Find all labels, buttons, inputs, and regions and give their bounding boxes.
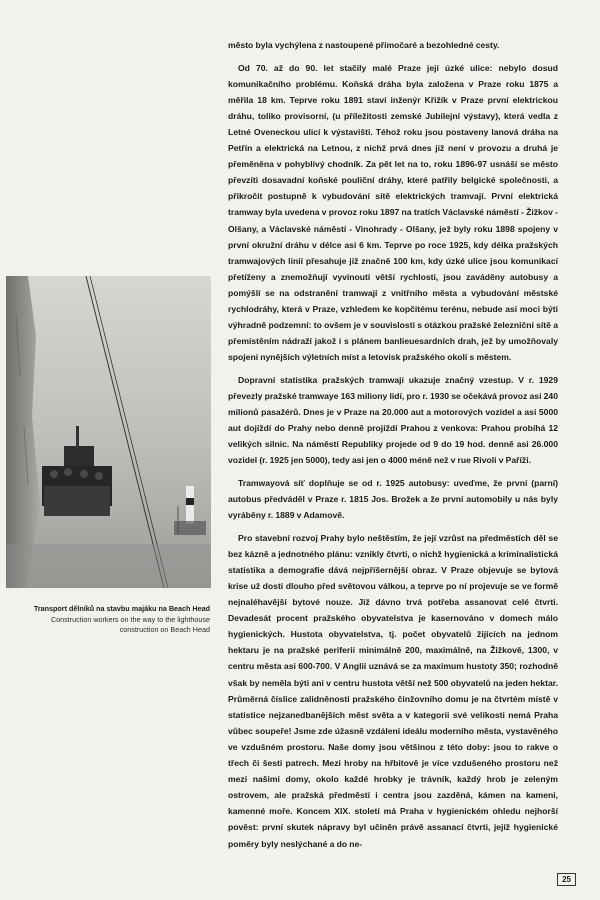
caption-czech: Transport dělníků na stavbu majáku na Beach Head xyxy=(33,604,210,613)
cable-car-photo xyxy=(6,276,211,588)
paragraph: město byla vychýlena z nastoupené přímočaré a bezohledné cesty. xyxy=(228,40,500,50)
paragraph: Tramwayová síť doplňuje se od r. 1925 autobusy: uveďme, že první (parní) autobus předváděl v Praze r. 1815 Jos. Brožek a že první automobily u nás byly vyráběny r. 1889 v Adamově. xyxy=(228,477,558,521)
cable-car-photo-drawing xyxy=(6,276,211,588)
paragraph: Pro stavební rozvoj Prahy bylo neštěstím, že její vzrůst na předměstích děl se bez kázně a jednotného plánu: vznikly čtvrti, o nichž hygienická a kriminalistická statistika a demografie dává nejpříšernější obraz. V Praze objevuje se bytová krise už dosti dlouho před světovou válkou, a teprve po ní projevuje se ve formě nejnaléhavější bytové nouze. Již dávno trvá potřeba assanovat celé čtvrti. Devadesát procent pražského obyvatelstva je kasernováno v domech málo hygienických. Hustota obyvatelstva, tj. počet obyvatelů žijících na jednom hektaru je na pražské periferii minimálně 200, maximálně, na Žižkově, 1300, v centru města asi 600-700. V Anglii uznává se za maximum hustoty 350; rozhodně však by neměla býti ani v centru hustota větší než 500 obyvatelů na jeden hektar. Průměrná číslice zalidněnosti pražského činžovního domu je na čtvrtém místě v statistice nejzanedbanějších měst světa a v kategorii své velikosti nemá Praha vůbec soupeře! Jsme zde úžasně vzdáleni ideálu moderního města, vystavěného ve vzdušném prostoru. Naše domy jsou většinou z této doby: jsou to rakve o třech či šesti patrech. Mezi hroby na hřbitově je více vzdušeného prostoru než mezi našimi domy, okolo každé hrobky je trávník, každý hrob je zeleným ostrovem, ale pražská předměstí i centra jsou zazděná, kámen na kameni, kamenné moře. Koncem XIX. století má Praha v hygienickém ohledu nejhorší pověst: první skutek nápravy byl učiněn právě assanací čtvrti, jejíž hygienické poměry byly neslýchané a do ne- xyxy=(228,532,558,849)
page-number: 25 xyxy=(557,873,576,886)
body-text xyxy=(228,37,558,858)
caption-english: Construction workers on the way to the lighthouse construction on Beach Head xyxy=(50,614,210,634)
photo-caption xyxy=(14,604,210,636)
paragraph: Dopravní statistika pražských tramwají ukazuje značný vzestup. V r. 1929 převezly pražské tramwaye 163 miliony lidí, pro r. 1930 se očekává provoz asi 240 milionů pasažérů. Dnes je v Praze na 20.000 aut a motorových vozidel a asi 5000 aut dojíždí do Prahy nebo denně projíždí Prahou z venkova: Prahou probíhá 12 velikých silnic. Na náměstí Republiky projede od 9 do 19 hod. denně asi 26.000 vozidel (r. 1925 jen 5000), tedy asi jen o 4000 méně než v rue Rivoli v Paříži. xyxy=(228,374,558,466)
paragraph: Od 70. až do 90. let stačily malé Praze její úzké ulice: nebylo dosud komunikačního problému. Koňská dráha byla založena v Praze roku 1875 a měřila 18 km. Teprve roku 1891 staví inženýr Křižík v Praze první elektrickou dráhu, toliko provisorní, (u příležitosti zemské Jubilejní výstavy), která vedla z Letné Oveneckou ulicí k výstavišti. Téhož roku jsou postaveny lanová dráha na Petřín a elektrická na Letnou, z nichž prvá dnes již není v provozu a druhá je přeměněna v pohyblivý chodník. Za pět let na to, roku 1896-97 usnáší se město převzíti dosavadní koňské pouliční dráhy, které patřily belgické společnosti, a přikročit postupně k vybudování sítě elektrických tramvají. První elektrická tramway byla uvedena v provoz roku 1897 na tratích Václavské náměstí - Žižkov - Olšany, a Václavské náměstí - Vinohrady - Olšany, jež byly roku 1898 spojeny v první okružní dráhu v délce asi 6 km. Teprve po roce 1925, kdy délka pražských tramwajových linií přesahuje již značně 100 km, kdy úzké ulice jsou komunikací přetíženy a znemožňují vyvinouti větší rychlosti, jsou zaváděny autobusy a pomýšlí se na odstranění tramwají z vnitřního města a vybudování městské rychlodráhy, která v Praze, vzhledem ke kopčitému terénu, nebude asi moci býti výhradně podzemní: to ovšem je v souvislosti s otázkou pražské železniční sítě a přemístěním nádraží jakož i s plánem banlieuesardních drah, jež by umožňovaly spojení nynějších výletních míst a letovisk pražského okolí s městem. xyxy=(228,62,558,363)
